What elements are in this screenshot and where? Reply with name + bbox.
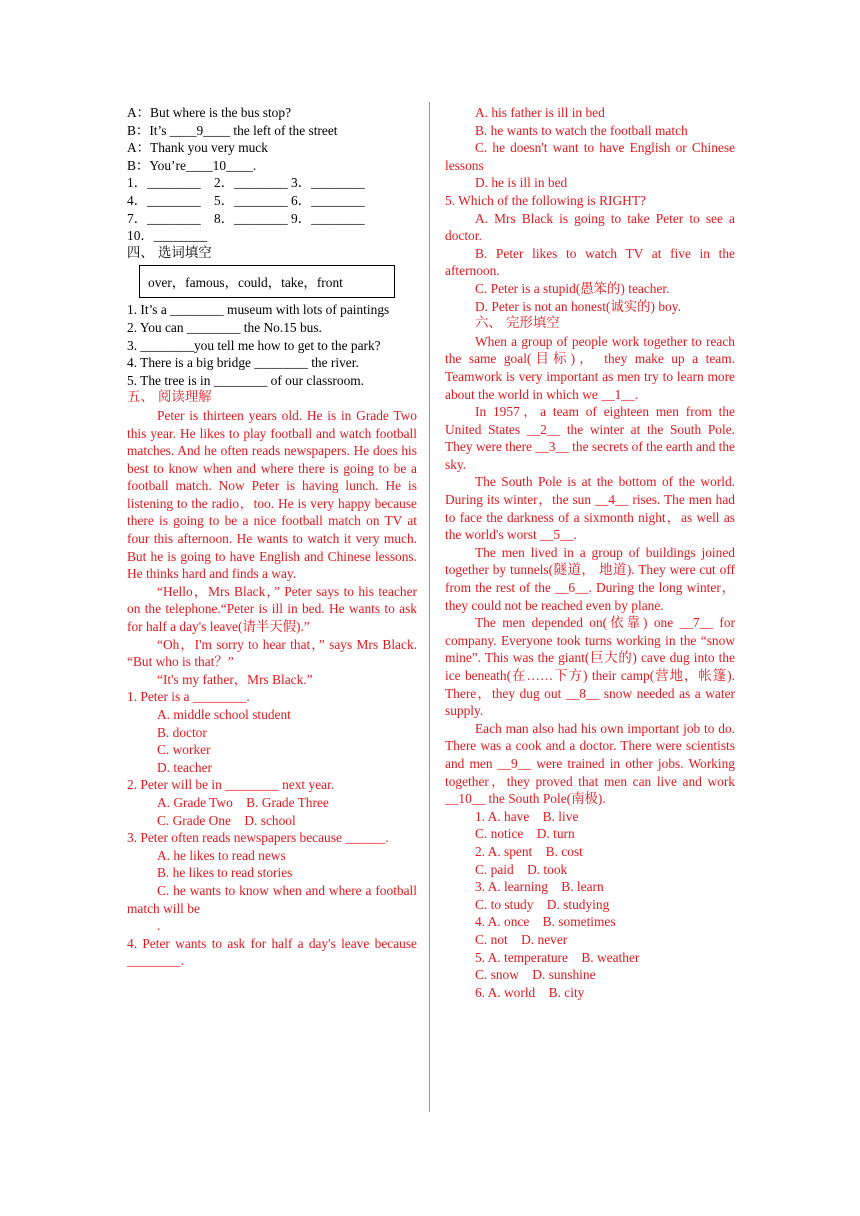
question-option: A. his father is ill in bed — [475, 105, 605, 120]
fill-item: 3. ________you tell me how to get to the park? — [127, 337, 381, 353]
cloze-option: 2. A. spent B. cost — [475, 843, 583, 859]
right-column — [445, 104, 735, 1001]
dialog-line: A：Thank you very muck — [127, 140, 268, 156]
question-stem: 3. Peter often reads newspapers because ______. — [127, 830, 389, 846]
fill-item: 4. There is a big bridge ________ the river. — [127, 355, 359, 371]
question-option: D. teacher — [157, 759, 213, 775]
fill-item: 1. It’s a ________ museum with lots of paintings — [127, 302, 390, 318]
cloze-option: 1. A. have B. live — [475, 808, 579, 824]
question-stem: 2. Peter will be in ________ next year. — [127, 777, 335, 793]
cloze-paragraph: The men depended on(依靠) one __7__ for company. Everyone took turns working in the “snow mine”. This was the giant(巨大的) cave dug into the ice beneath(在……下方) their camp(营地，帐篷). There，they dug out __8__ snow needed as a water supply. — [445, 615, 735, 719]
passage-paragraph: “It's my father，Mrs Black.” — [157, 671, 313, 687]
cloze-paragraph: In 1957，a team of eighteen men from the United States __2__ the winter at the South Pole. They were there __3__ the secrets of the earth and the sky. — [445, 404, 736, 472]
answer-row: 7．________ 8．________ 9．________ — [127, 210, 365, 226]
left-column — [127, 104, 417, 970]
question-option: C. worker — [157, 742, 211, 758]
question-option: B. doctor — [157, 724, 207, 740]
question-option: A. Grade Two B. Grade Three — [157, 794, 329, 810]
cloze-paragraph: Each man also had his own important job to do. There was a cook and a doctor. There were scientists and men __9__ were trained in other jobs. Working together，they proved that men can live and work __10__ the South Pole(南极). — [445, 720, 735, 807]
cloze-option: 5. A. temperature B. weather — [475, 949, 640, 965]
section4-title: 四、 选词填空 — [127, 245, 212, 261]
question-option: C. Peter is a stupid(愚笨的) teacher. — [475, 280, 670, 296]
passage-paragraph: “Hello，Mrs Black，” Peter says to his teacher on the telephone.“Peter is ill in bed. He wants to ask for half a day's leave(请半天假).” — [127, 583, 417, 635]
question-option: B. he wants to watch the football match — [475, 122, 688, 138]
fill-item: 2. You can ________ the No.15 bus. — [127, 319, 322, 335]
cloze-option: 3. A. learning B. learn — [475, 879, 604, 895]
cloze-option: C. notice D. turn — [475, 826, 575, 842]
cloze-option: C. to study D. studying — [475, 896, 610, 912]
question-stem: 1. Peter is a ________. — [127, 689, 250, 705]
word-box: over，famous，could，take，front — [139, 265, 395, 298]
question-option: C. he wants to know when and where a football match will be — [127, 882, 417, 916]
dialog-line: B：You’re____10____. — [127, 157, 257, 173]
column-divider — [429, 102, 430, 1112]
cloze-option: C. not D. never — [475, 931, 568, 947]
answer-row: 1．________ 2．________ 3．________ — [127, 175, 365, 191]
question-option: B. Peter likes to watch TV at five in the afternoon. — [445, 245, 735, 279]
passage-paragraph: Peter is thirteen years old. He is in Grade Two this year. He likes to play football and watch football matches. And he often reads newspapers. He does his best to know when and where there is going to be a football match. Now Peter is having lunch. He is listening to the radio，too. He is very happy because there is going to be a nice football match on TV at four this afternoon. He wants to watch it very much. But he is going to have English and Chinese lessons. He thinks hard and finds a way. — [127, 407, 417, 582]
dialog-line: A：But where is the bus stop? — [127, 105, 292, 120]
question-option: A. he likes to read news — [157, 847, 286, 863]
cloze-paragraph: When a group of people work together to reach the same goal(目标)， they make up a team. Teamwork is very important as men try to learn more about the world in which we __1__. — [445, 333, 735, 402]
question-option: A. Mrs Black is going to take Peter to see a doctor. — [445, 210, 735, 244]
cloze-option: 4. A. once B. sometimes — [475, 914, 616, 930]
answer-row: 4．________ 5．________ 6．________ — [127, 192, 365, 208]
cloze-option: 6. A. world B. city — [475, 984, 585, 1000]
question-stem: 5. Which of the following is RIGHT? — [445, 192, 646, 208]
cloze-option: C. paid D. took — [475, 861, 568, 877]
question-option: C. Grade One D. school — [157, 812, 296, 828]
question-option: B. he likes to read stories — [157, 865, 293, 881]
question-option-tail: . — [157, 918, 161, 934]
question-option: D. Peter is not an honest(诚实的) boy. — [475, 298, 681, 314]
question-option: D. he is ill in bed — [475, 175, 568, 191]
question-option: C. he doesn't want to have English or Chinese lessons — [445, 140, 735, 173]
question-stem: 4. Peter wants to ask for half a day's leave because ________. — [127, 935, 417, 969]
question-option: A. middle school student — [157, 707, 291, 722]
section5-title: 五、 阅读理解 — [127, 390, 212, 406]
cloze-paragraph: The men lived in a group of buildings joined together by tunnels(隧道， 地道). They were cut off from the rest of the __6__. During the long winter，they could not be reached even by plane. — [445, 544, 735, 613]
section6-title: 六、 完形填空 — [475, 316, 560, 332]
dialog-line: B：It’s ____9____ the left of the street — [127, 122, 338, 138]
answer-row: 10．________ — [127, 228, 208, 244]
cloze-paragraph: The South Pole is at the bottom of the world. During its winter，the sun __4__ rises. The men had to face the darkness of a sixmonth night，as well as the world's worst __5__. — [445, 474, 735, 543]
fill-item: 5. The tree is in ________ of our classroom. — [127, 372, 365, 388]
passage-paragraph: “Oh，I'm sorry to hear that，” says Mrs Black. “But who is that？” — [127, 636, 417, 670]
cloze-option: C. snow D. sunshine — [475, 967, 596, 983]
